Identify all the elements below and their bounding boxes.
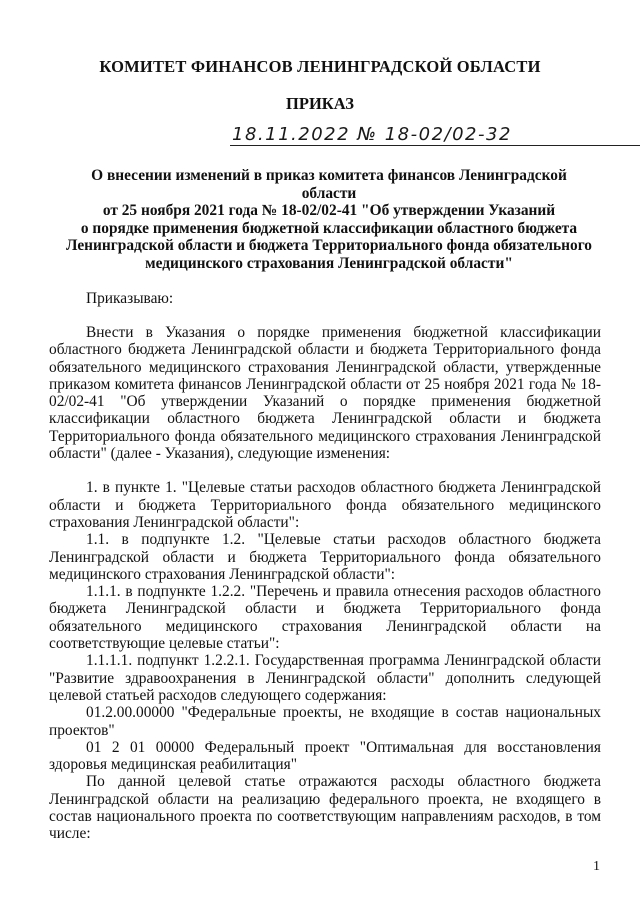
final-paragraph: По данной целевой статье отражаются расходы областного бюджета Ленинградской области на реализацию федерального проекта, не входящего в состав национального проекта по соответствующим направлениям расходов, в том числе: — [49, 773, 601, 843]
code-paragraph: 01.2.00.00000 "Федеральные проекты, не входящие в состав национальных проектов" — [49, 704, 601, 739]
title-line: от 25 ноября 2021 года № 18-02/02-41 "Об утверждении Указаний — [102, 202, 556, 219]
item-1-1: 1.1. в подпункте 1.2. "Целевые статьи расходов областного бюджета Ленинградской области и бюджета Территориального фонда обязательного медицинского страхования Ленинградской области": — [49, 531, 601, 583]
item-1-1-1: 1.1.1. в подпункте 1.2.2. "Перечень и правила отнесения расходов областного бюджета Ленинградской области и бюджета Территориального фонда обязательного медицинского страхования Ленинградской области на соответствующие целевые статьи": — [49, 583, 601, 653]
code-paragraph: 01 2 01 00000 Федеральный проект "Оптимальная для восстановления здоровья медицинская реабилитация" — [49, 738, 601, 774]
title-line: О внесении изменений в приказ комитета финансов Ленинградской — [91, 167, 567, 184]
organization-heading: КОМИТЕТ ФИНАНСОВ ЛЕНИНГРАДСКОЙ ОБЛАСТИ — [99, 57, 541, 76]
title-line: о порядке применения бюджетной классификации областного бюджета — [80, 219, 578, 237]
item-1: 1. в пункте 1. "Целевые статьи расходов областного бюджета Ленинградской области и бюджета Территориального фонда обязательного медицинского страхования Ленинградской области": — [49, 479, 601, 531]
body-text — [49, 324, 601, 843]
item-1-1-1-1: 1.1.1.1. подпункт 1.2.2.1. Государственная программа Ленинградской области "Развитие здравоохранения в Ленинградской области" дополнить следующей целевой статьей расходов следующего содержания: — [49, 652, 601, 704]
title-line: Ленинградской области и бюджета Территориального фонда обязательного — [65, 237, 592, 254]
document-title — [55, 167, 603, 272]
intro-paragraph: Внести в Указания о порядке применения бюджетной классификации областного бюджета Ленинградской области и бюджета Территориального фонда обязательного медицинского страхования Ленинградской области, утвержденные приказом комитета финансов Ленинградской области от 25 ноября 2021 года № 18-02/02-41 "Об утверждении Указаний о порядке применения бюджетной классификации областного бюджета Ленинградской области и бюджета Территориального фонда обязательного медицинского страхования Ленинградской области" (далее - Указания), следующие изменения: — [49, 324, 601, 463]
signature-underline — [230, 145, 640, 146]
order-word: Приказываю: — [86, 290, 174, 307]
handwritten-date-number: 18.11.2022 № 18-02/02-32 — [232, 124, 512, 145]
document-type-heading: ПРИКАЗ — [286, 94, 354, 113]
title-line: медицинского страхования Ленинградской области" — [145, 254, 513, 272]
page-number: 1 — [593, 859, 600, 874]
title-line: области — [301, 184, 357, 202]
